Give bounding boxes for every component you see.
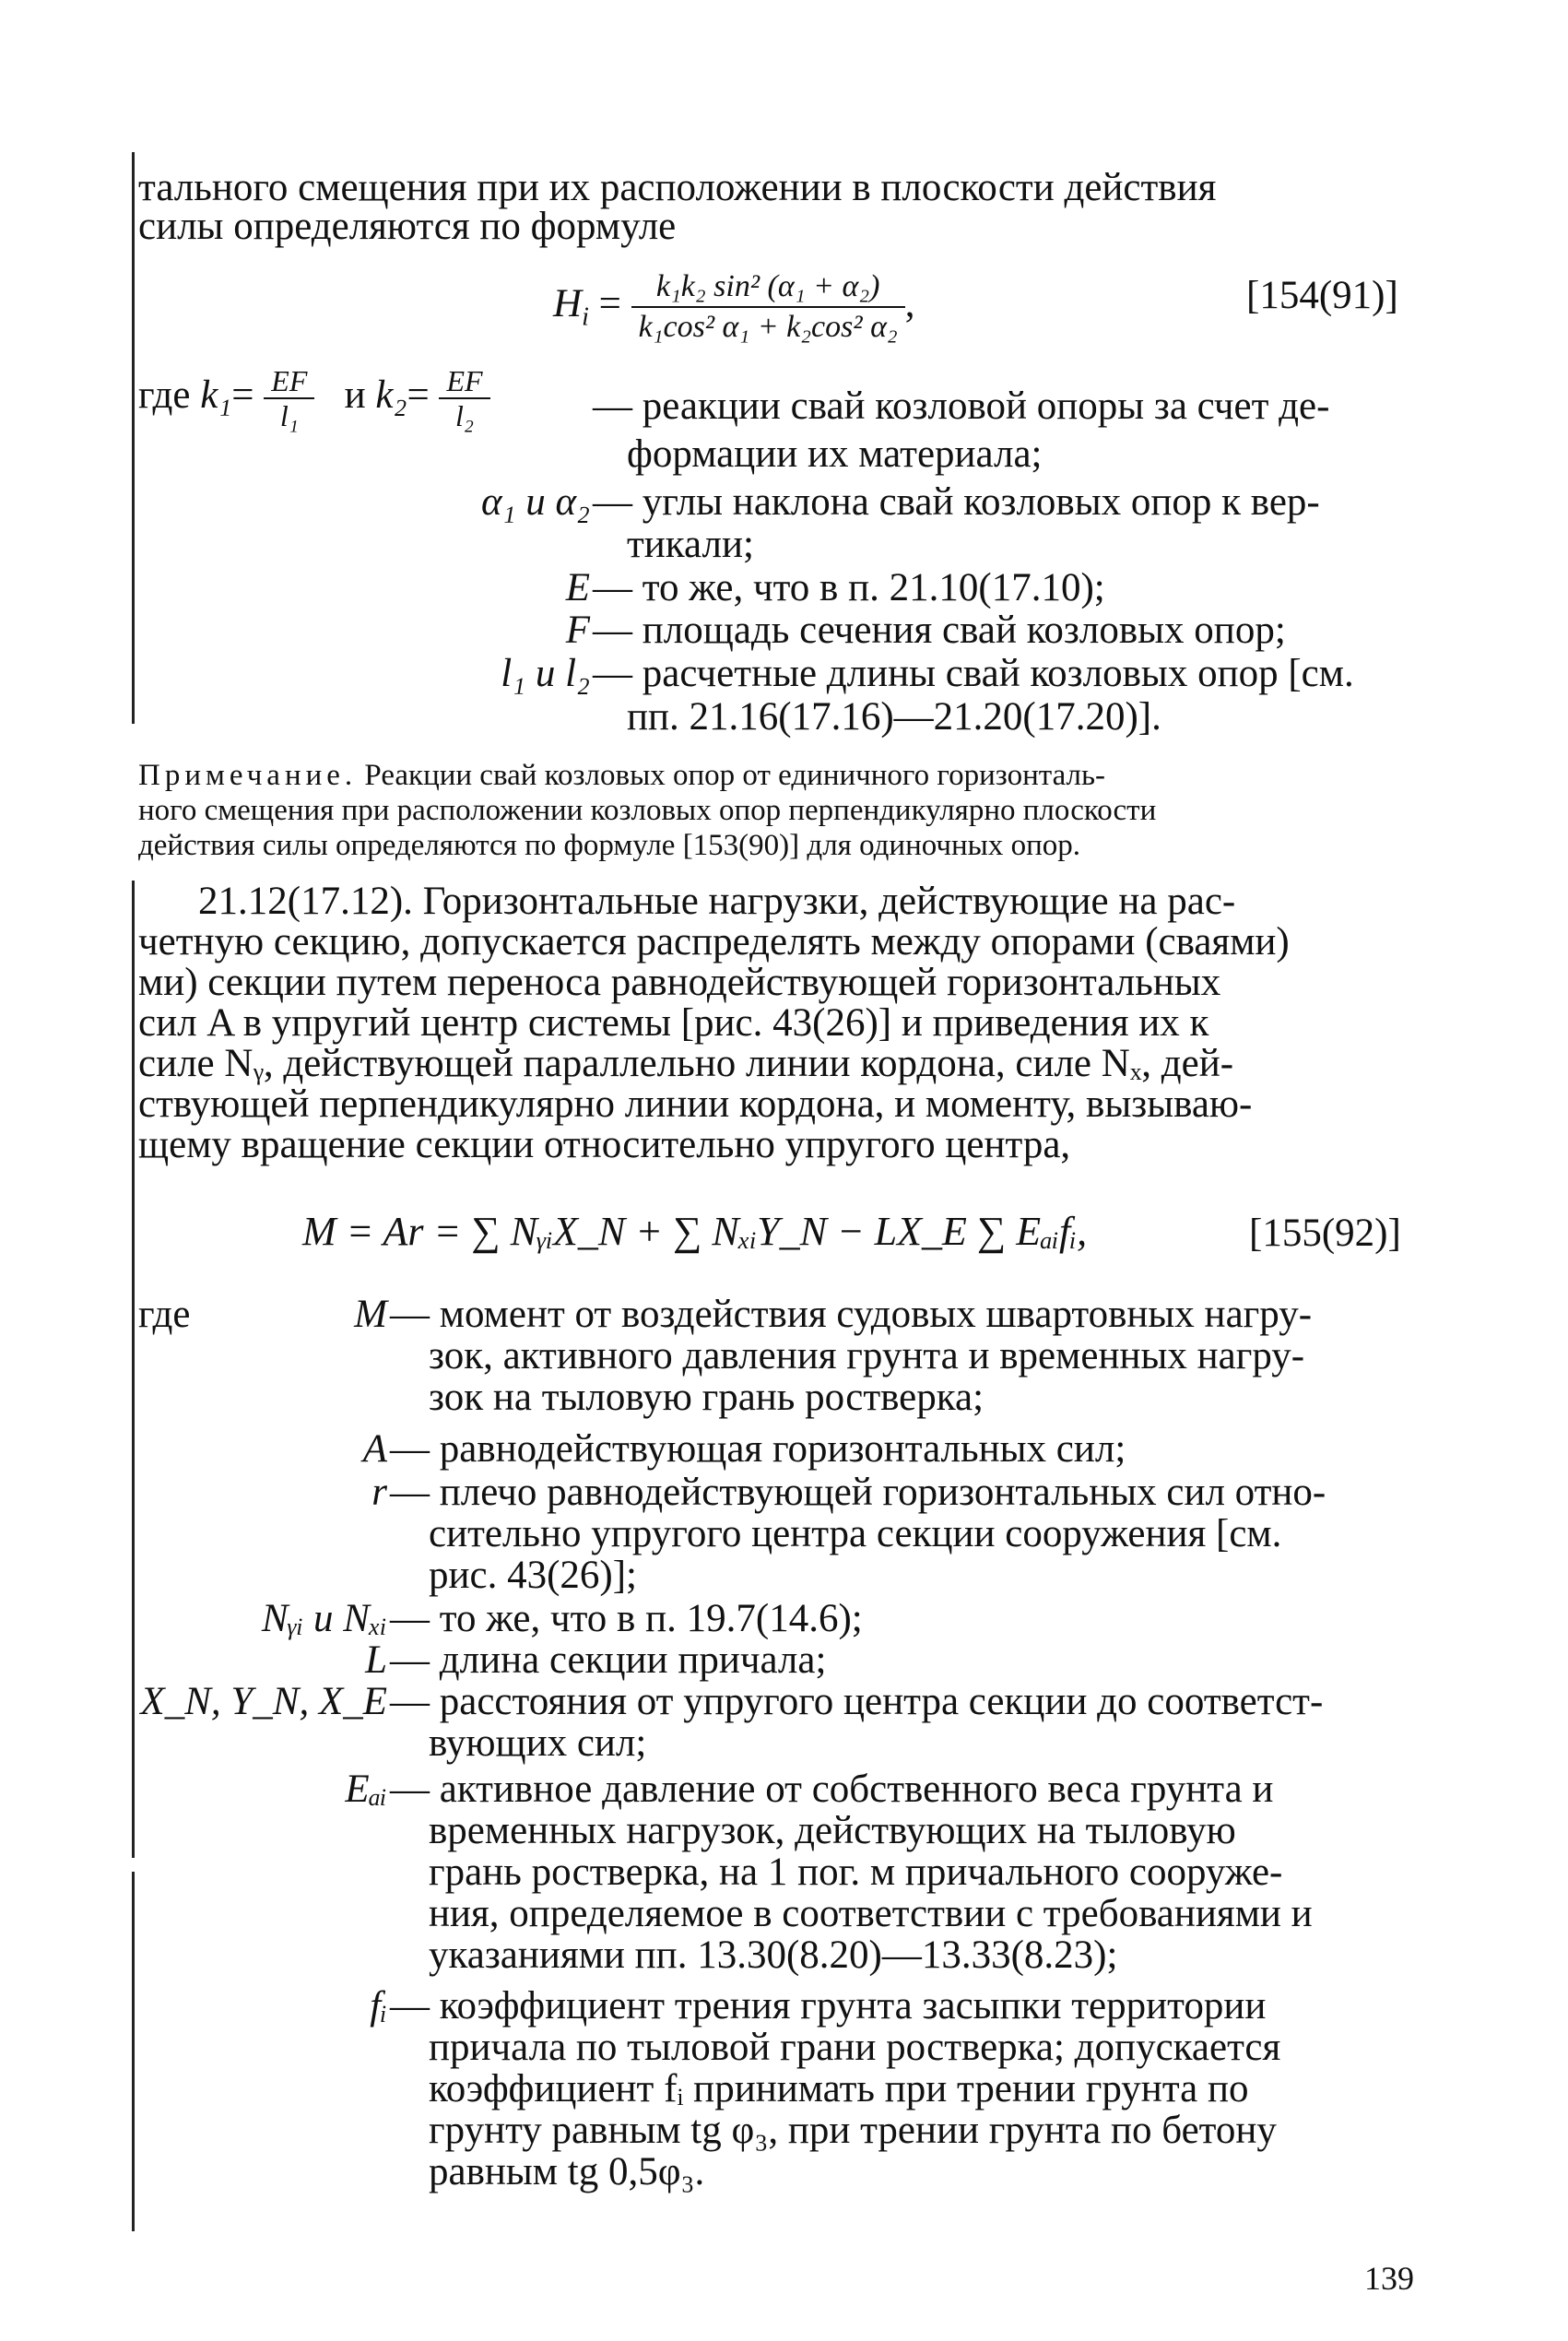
formula-154 xyxy=(553,267,915,347)
section-line-5: ствующей перпендикулярно линии кордона, и моменту, вызываю- xyxy=(138,1082,1253,1126)
def-155-text-17: причала по тыловой грани ростверка; допускается xyxy=(429,2026,1281,2069)
def-155-text-12: временных нагрузок, действующих на тыловую xyxy=(429,1809,1236,1852)
def-155-sym-9: X_N, Y_N, X_E xyxy=(140,1680,387,1723)
intro-line-2: силы определяются по формуле xyxy=(138,205,677,248)
section-line-4: силе Nᵧ, действующей параллельно линии кордона, силе Nₓ, дей- xyxy=(138,1042,1234,1085)
section-line-1: четную секцию, допускается распределять между опорами (сваями) xyxy=(138,920,1290,964)
def-154-text-2: — углы наклона свай козловых опор к вер- xyxy=(593,480,1320,524)
def-155-text-18: коэффициент fᵢ принимать при трении грунта по xyxy=(429,2067,1249,2110)
def-155-text-0: — момент от воздействия судовых швартовных нагру- xyxy=(390,1293,1313,1336)
def-155-text-10: вующих сил; xyxy=(429,1721,647,1765)
formula-154-numerator: k₁k₂ sin² (α₁ + α₂) xyxy=(631,267,905,308)
section-line-0: 21.12(17.12). Горизонтальные нагрузки, действующие на рас- xyxy=(198,880,1236,923)
section-line-3: сил A в упругий центр системы [рис. 43(26)] и приведения их к xyxy=(138,1001,1209,1045)
def-154-sym-4: E xyxy=(565,566,590,609)
def-155-text-7: — то же, что в п. 19.7(14.6); xyxy=(390,1597,863,1640)
note-line-1 xyxy=(138,758,1105,793)
k1-numerator: EF xyxy=(264,364,314,399)
def-154-sym-5: F xyxy=(565,609,590,652)
and-label: и xyxy=(344,372,366,417)
formula-154-fraction xyxy=(631,267,905,347)
def-155-sym-7: Nᵧᵢ и Nₓᵢ xyxy=(261,1597,387,1640)
def-155-text-14: ния, определяемое в соответствии с требованиями и xyxy=(429,1892,1313,1935)
def-155-text-16: — коэффициент трения грунта засыпки территории xyxy=(390,1984,1267,2028)
def-155-sym-3: A xyxy=(362,1427,387,1471)
def-155-sym-11: Eₐᵢ xyxy=(345,1768,387,1811)
k1-fraction xyxy=(264,364,314,432)
formula-155: M = Ar = ∑ NᵧᵢX_N + ∑ NₓᵢY_N − LX_E ∑ Eₐᵢfᵢ, xyxy=(302,1209,1088,1254)
k2-denominator: l₂ xyxy=(454,399,474,432)
k2-fraction xyxy=(439,364,489,432)
formula-154-denominator: k₁cos² α₁ + k₂cos² α₂ xyxy=(638,310,898,344)
formula-154-number: [154(91)] xyxy=(1246,274,1398,317)
note-line-3: действия силы определяются по формуле [153(90)] для одиночных опор. xyxy=(138,829,1080,862)
def-155-text-20: равным tg 0,5φ₃. xyxy=(429,2150,705,2193)
def-155-text-11: — активное давление от собственного веса грунта и xyxy=(390,1768,1274,1811)
formula-154-lhs: H xyxy=(553,281,583,325)
def-155-text-1: зок, активного давления грунта и временных нагру- xyxy=(429,1334,1305,1377)
def-155-sym-4: r xyxy=(371,1471,387,1514)
def-155-text-15: указаниями пп. 13.30(8.20)—13.33(8.23); xyxy=(429,1933,1118,1977)
def-154-text-5: — площадь сечения свай козловых опор; xyxy=(593,609,1286,652)
def-154-sym-2: α₁ и α₂ xyxy=(480,480,590,524)
margin-bar-tail xyxy=(132,1872,135,2231)
note-line-2: ного смещения при расположении козловых опор перпендикулярно плоскости xyxy=(138,794,1157,827)
def-155-text-13: грань ростверка, на 1 пог. м причального сооруже- xyxy=(429,1850,1283,1894)
def-155-sym-16: fᵢ xyxy=(370,1984,387,2028)
formula-154-eq: = xyxy=(598,281,631,325)
def-154-text-1: формации их материала; xyxy=(627,432,1043,476)
note-label: Примечание. xyxy=(138,759,358,792)
page-number: 139 xyxy=(1364,2260,1414,2297)
where-label: где xyxy=(138,372,191,417)
def-154-text-4: — то же, что в п. 21.10(17.10); xyxy=(593,566,1105,609)
def-154-text-0: — реакции свай козловой опоры за счет де- xyxy=(593,384,1330,428)
intro-line-1: тального смещения при их расположении в плоскости действия xyxy=(138,166,1217,209)
k-definition xyxy=(138,364,490,432)
def-155-sym-8: L xyxy=(365,1638,387,1682)
def-155-sym-0: M xyxy=(354,1293,387,1336)
margin-bar-top xyxy=(132,152,135,724)
def-155-text-8: — длина секции причала; xyxy=(390,1638,827,1682)
k2-numerator: EF xyxy=(439,364,489,399)
def-155-text-5: сительно упругого центра секции сооружения [см. xyxy=(429,1512,1282,1555)
formula-154-comma: , xyxy=(904,281,915,325)
section-line-2: ми) секции путем переноса равнодействующей горизонтальных xyxy=(138,961,1221,1004)
k2-symbol: k₂ xyxy=(375,372,407,417)
formula-154-lhs-sub: i xyxy=(582,302,589,332)
k1-eq: = xyxy=(231,372,254,417)
k2-eq: = xyxy=(407,372,430,417)
def-154-text-7: пп. 21.16(17.16)—21.20(17.20)]. xyxy=(627,695,1161,739)
def-155-text-2: зок на тыловую грань ростверка; xyxy=(429,1376,984,1419)
defs-155-where: где xyxy=(138,1293,191,1336)
def-154-sym-6: l₁ и l₂ xyxy=(501,652,590,695)
def-155-text-9: — расстояния от упругого центра секции до соответст- xyxy=(390,1680,1324,1723)
note-line-1-text: Реакции свай козловых опор от единичного горизонталь- xyxy=(364,759,1106,792)
def-155-text-3: — равнодействующая горизонтальных сил; xyxy=(390,1427,1126,1471)
def-154-text-3: тикали; xyxy=(627,523,754,566)
def-154-text-6: — расчетные длины свай козловых опор [см. xyxy=(593,652,1354,695)
def-155-text-6: рис. 43(26)]; xyxy=(429,1554,638,1597)
formula-155-number: [155(92)] xyxy=(1249,1212,1401,1255)
k1-denominator: l₁ xyxy=(279,399,299,432)
k1-symbol: k₁ xyxy=(200,372,232,417)
def-155-text-4: — плечо равнодействующей горизонтальных сил отно- xyxy=(390,1471,1326,1514)
section-line-6: щему вращение секции относительно упругого центра, xyxy=(138,1123,1071,1166)
def-155-text-19: грунту равным tg φ₃, при трении грунта по бетону xyxy=(429,2109,1277,2152)
